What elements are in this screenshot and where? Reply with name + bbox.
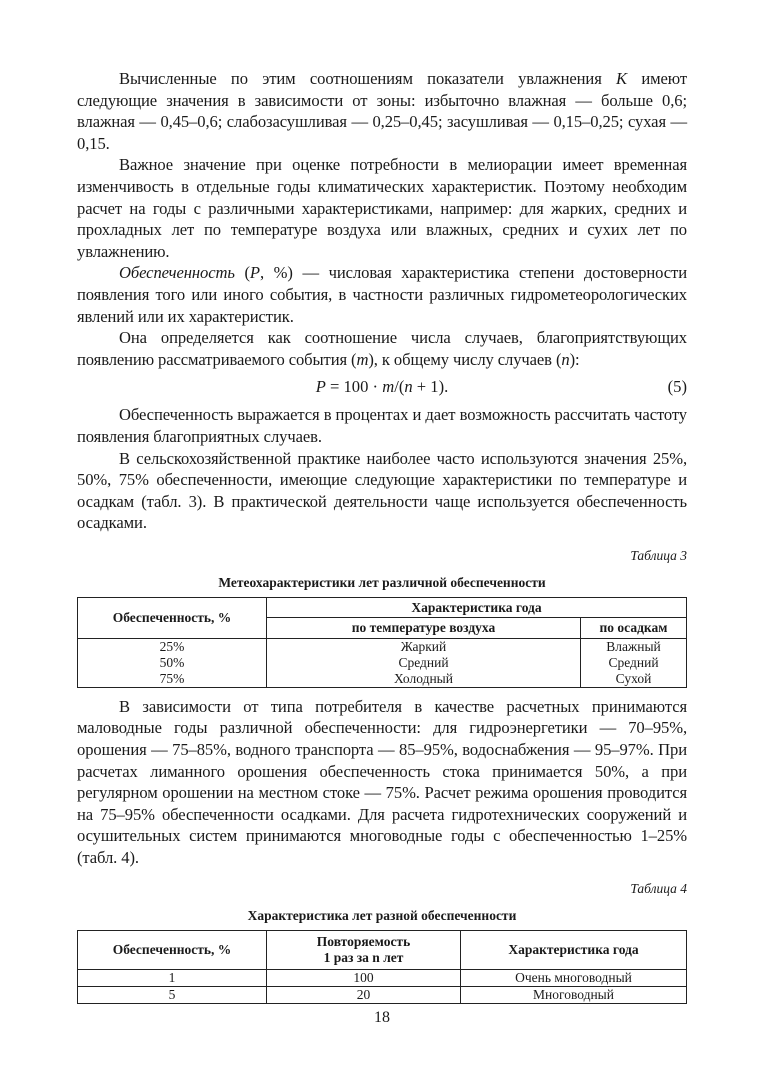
header-provision: Обеспеченность, % — [78, 930, 267, 969]
cell-provision: 50% — [78, 655, 267, 671]
variable-n: n — [561, 349, 570, 369]
variable-k: K — [616, 69, 628, 88]
text: /( — [394, 377, 405, 397]
header-by-precipitation: по осадкам — [581, 617, 687, 638]
cell-characteristic: Многоводный — [461, 986, 687, 1003]
text: ): — [569, 349, 580, 369]
text: имеют следующие значения в зависимости от зоны: избыточно влажная — больше 0,6; влажная — 0,45–0,6; слабозасушливая — 0,25–0,45; засушливая — 0,15–0,25; сухая — 0,15. — [77, 69, 687, 153]
table-row — [78, 986, 687, 1003]
text: = 100 · — [325, 377, 383, 397]
text: ), к общему числу случаев ( — [368, 349, 562, 369]
cell-characteristic: Очень многоводный — [461, 969, 687, 986]
text: ( — [234, 263, 250, 283]
table-row — [78, 638, 687, 655]
cell-provision: 75% — [78, 671, 267, 688]
cell-recurrence: 100 — [267, 969, 461, 986]
table4-label: Таблица 4 — [630, 880, 687, 896]
cell-temperature: Средний — [267, 655, 581, 671]
paragraph-variability: Важное значение при оценке потребности в мелиорации имеет временная изменчивость в отдельные годы климатических характеристик. Поэтому необходим расчет на годы с различными характеристиками, например: для жарких, средних и прохладных лет по температуре воздуха или влажных, средних и сухих лет по увлажнению. — [77, 155, 687, 261]
cell-recurrence: 20 — [267, 986, 461, 1003]
table3-label: Таблица 3 — [630, 547, 687, 563]
defined-term: Обеспеченность — [119, 263, 235, 283]
header-year-characteristic: Характеристика года — [267, 597, 687, 617]
variable-p: P — [249, 263, 260, 283]
cell-temperature: Холодный — [267, 671, 581, 688]
cell-provision: 25% — [78, 638, 267, 655]
cell-temperature: Жаркий — [267, 638, 581, 655]
paragraph-consumer-types: В зависимости от типа потребителя в качестве расчетных принимаются маловодные годы различной обеспеченности: для гидроэнергетики — 70–95%, орошения — 75–85%, водного транспорта — 85–95%, водоснабжения — 95–97%. При расчетах лиманного орошения обеспеченность стока принимается 50%, а при регулярном орошении на местном стоке — 75%. Расчет режима орошения проводится на 75–95% обеспеченности осадками. Для расчета гидротехнических сооружений и осушительных систем принимаются многоводные годы с обеспеченностью 1–25% (табл. 4). — [77, 696, 687, 868]
document-page — [77, 68, 687, 1004]
variable-m: m — [356, 349, 369, 369]
table4-title: Характеристика лет разной обеспеченности — [247, 907, 517, 923]
paragraph-agriculture: В сельскохозяйственной практике наиболее часто используются значения 25%, 50%, 75% обеспеченности, имеющие следующие характеристики по температуре и осадкам (табл. 3). В практической деятельности чаще используется обеспеченность осадками. — [77, 448, 687, 533]
header-year-characteristic: Характеристика года — [461, 930, 687, 969]
cell-precipitation: Сухой — [581, 671, 687, 688]
text: + 1). — [412, 377, 449, 397]
cell-precipitation: Влажный — [581, 638, 687, 655]
table-row — [78, 655, 687, 671]
table-3 — [77, 597, 687, 688]
header-by-temperature: по температуре воздуха — [267, 617, 581, 638]
formula-5 — [77, 370, 687, 404]
header-recurrence — [267, 930, 461, 969]
equation-number: (5) — [667, 377, 687, 397]
text: Вычисленные по этим соотношениям показатели увлажнения — [119, 69, 617, 88]
paragraph-ratio — [77, 327, 687, 370]
header-recurrence-line2: 1 раз за n лет — [323, 949, 404, 965]
header-provision: Обеспеченность, % — [78, 597, 267, 638]
variable-n: n — [404, 377, 413, 397]
paragraph-humidity-values — [77, 68, 687, 154]
table3-title: Метеохарактеристики лет различной обеспеченности — [218, 574, 546, 590]
header-recurrence-line1: Повторяемость — [316, 933, 411, 949]
cell-provision: 1 — [78, 969, 267, 986]
paragraph-definition — [77, 262, 687, 327]
cell-precipitation: Средний — [581, 655, 687, 671]
cell-provision: 5 — [78, 986, 267, 1003]
text: , %) — числовая характеристика степени достоверности появления того или иного события, в частности различных гидрометеорологических явлений или их характеристик. — [77, 263, 687, 326]
paragraph-percent: Обеспеченность выражается в процентах и дает возможность рассчитать частоту появления благоприятных случаев. — [77, 405, 687, 446]
table-row — [78, 671, 687, 688]
variable-p: P — [315, 377, 326, 397]
table-row — [78, 969, 687, 986]
page-number: 18 — [374, 1009, 390, 1026]
table-4 — [77, 930, 687, 1004]
formula-expression — [77, 370, 687, 404]
variable-m: m — [382, 377, 395, 397]
text: Она определяется как соотношение числа случаев, благоприятствующих появлению рассматриваемого события ( — [77, 328, 687, 369]
